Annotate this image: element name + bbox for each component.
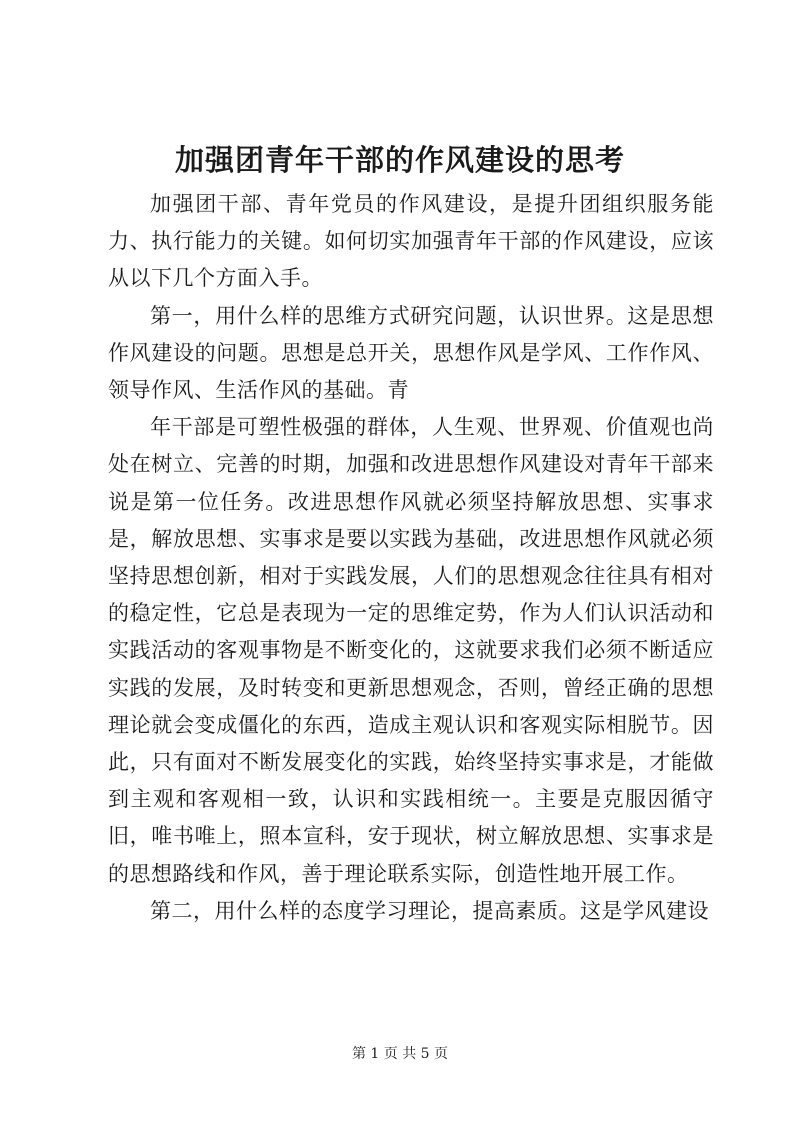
paragraph-first-point: 第一，用什么样的思维方式研究问题，认识世界。这是思想作风建设的问题。思想是总开关，思想作风是学风、工作作风、领导作风、生活作风的基础。青: [108, 303, 714, 403]
paragraph-first-point-continued: 年干部是可塑性极强的群体，人生观、世界观、价值观也尚处在树立、完善的时期，加强和改进思想作风建设对青年干部来说是第一位任务。改进思想作风就必须坚持解放思想、实事求是，解放思想、实事求是要以实践为基础，改进思想作风就必须坚持思想创新，相对于实践发展，人们的思想观念往往具有相对的稳定性，它总是表现为一定的思维定势，作为人们认识活动和实践活动的客观事物是不断变化的，这就要求我们必须不断适应实践的发展，及时转变和更新思想观念，否则，曾经正确的思想理论就会变成僵化的东西，造成主观认识和客观实际相脱节。因此，只有面对不断发展变化的实践，始终坚持实事求是，才能做到主观和客观相一致，认识和实践相统一。主要是克服因循守旧，唯书唯上，照本宣科，安于现状，树立解放思想、实事求是的思想路线和作风，善于理论联系实际，创造性地开展工作。: [108, 415, 714, 886]
document-title: 加强团青年干部的作风建设的思考: [174, 143, 625, 177]
paragraph-second-point: 第二，用什么样的态度学习理论，提高素质。这是学风建设: [150, 898, 709, 923]
paragraph-intro: 加强团干部、青年党员的作风建设，是提升团组织服务能力、执行能力的关键。如何切实加强青年干部的作风建设，应该从以下几个方面入手。: [108, 192, 714, 291]
page-footer: 第 1 页 共 5 页: [351, 1046, 449, 1062]
document-body: [108, 186, 714, 930]
